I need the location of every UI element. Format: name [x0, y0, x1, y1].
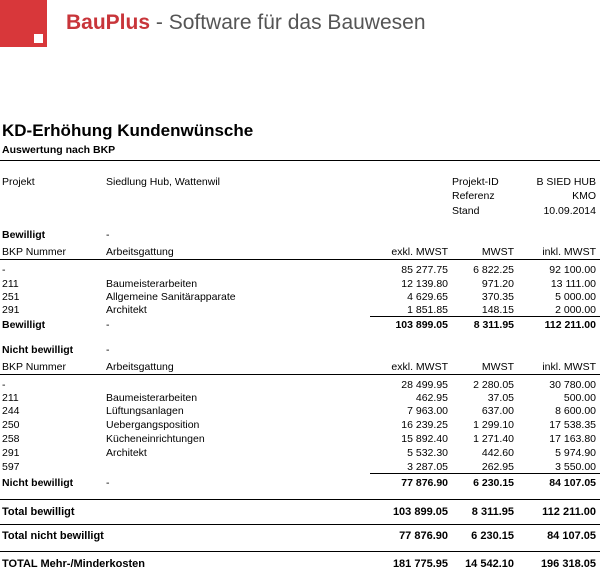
subtotal-label: Nicht bewilligt: [2, 477, 74, 489]
stand-label: Stand: [452, 205, 480, 217]
report-title: KD-Erhöhung Kundenwünsche: [2, 121, 254, 140]
col-header-inkl: inkl. MWST: [542, 361, 596, 373]
col-header-gattung: Arbeitsgattung: [106, 246, 174, 258]
row-bkp: 291: [2, 447, 20, 459]
row-exkl: 16 239.25: [401, 419, 448, 431]
row-inkl: 17 163.80: [549, 433, 596, 445]
row-bkp: 244: [2, 405, 20, 417]
subtotal-mwst: 6 230.15: [473, 477, 514, 489]
subtotal-exkl: 77 876.90: [401, 477, 448, 489]
row-mwst: 262.95: [481, 461, 514, 473]
row-exkl: 4 629.65: [407, 291, 448, 303]
row-exkl: 1 851.85: [407, 304, 448, 316]
row-bkp: 211: [2, 278, 19, 290]
row-exkl: 5 532.30: [407, 447, 448, 459]
header-divider: [0, 374, 600, 375]
row-mwst: 971.20: [481, 278, 514, 290]
summary-exkl: 77 876.90: [399, 530, 448, 542]
bauplus-logo: [0, 0, 47, 47]
row-gattung: Allgemeine Sanitärapparate: [106, 291, 236, 303]
row-exkl: 85 277.75: [401, 264, 448, 276]
summary-inkl: 112 211.00: [542, 506, 596, 518]
row-mwst: 37.05: [487, 392, 514, 404]
grand-total-mwst: 14 542.10: [465, 558, 514, 570]
subtotal-inkl: 112 211.00: [544, 319, 596, 331]
row-gattung: Baumeisterarbeiten: [106, 278, 198, 290]
grand-total-exkl: 181 775.95: [392, 558, 448, 570]
subtotal-divider: [370, 316, 600, 317]
row-bkp: -: [2, 264, 6, 276]
col-header-mwst: MWST: [481, 246, 514, 258]
row-mwst: 442.60: [481, 447, 514, 459]
logo-notch: [34, 34, 43, 43]
row-exkl: 462.95: [415, 392, 448, 404]
subtotal-mwst: 8 311.95: [473, 319, 514, 331]
row-mwst: 2 280.05: [473, 379, 514, 391]
row-bkp: 250: [2, 419, 20, 431]
summary-divider: [0, 499, 600, 500]
grand-total-inkl: 196 318.05: [540, 558, 596, 570]
row-inkl: 8 600.00: [555, 405, 596, 417]
subtotal-dash: -: [106, 477, 110, 489]
project-id-value: B SIED HUB: [536, 176, 596, 188]
row-mwst: 370.35: [481, 291, 514, 303]
subtotal-divider: [370, 473, 600, 474]
row-exkl: 7 963.00: [407, 405, 448, 417]
row-exkl: 28 499.95: [401, 379, 448, 391]
row-exkl: 15 892.40: [401, 433, 448, 445]
row-exkl: 12 139.80: [401, 278, 448, 290]
row-inkl: 30 780.00: [549, 379, 596, 391]
col-header-exkl: exkl. MWST: [391, 361, 448, 373]
row-gattung: Uebergangsposition: [106, 419, 200, 431]
subtotal-inkl: 84 107.05: [549, 477, 596, 489]
section-title-bewilligt: Bewilligt: [2, 229, 46, 241]
row-gattung: Baumeisterarbeiten: [106, 392, 198, 404]
section-title-nicht-bewilligt: Nicht bewilligt: [2, 344, 74, 356]
col-header-bkp: BKP Nummer: [2, 361, 66, 373]
brand-header: [66, 11, 426, 35]
summary-divider: [0, 551, 600, 552]
col-header-inkl: inkl. MWST: [542, 246, 596, 258]
row-gattung: Architekt: [106, 447, 147, 459]
section-dash: -: [106, 344, 110, 356]
row-inkl: 5 000.00: [555, 291, 596, 303]
brand-name: BauPlus: [66, 11, 151, 34]
summary-mwst: 6 230.15: [471, 530, 514, 542]
row-gattung: Architekt: [106, 304, 147, 316]
brand-tagline: - Software für das Bauwesen: [150, 11, 426, 34]
summary-exkl: 103 899.05: [392, 506, 448, 518]
col-header-gattung: Arbeitsgattung: [106, 361, 174, 373]
row-bkp: 597: [2, 461, 20, 473]
row-bkp: -: [2, 379, 6, 391]
project-name: Siedlung Hub, Wattenwil: [106, 176, 221, 188]
reference-value: KMO: [572, 190, 596, 202]
row-gattung: Kücheneinrichtungen: [106, 433, 205, 445]
col-header-mwst: MWST: [481, 361, 514, 373]
row-mwst: 6 822.25: [473, 264, 514, 276]
row-bkp: 258: [2, 433, 20, 445]
subtotal-exkl: 103 899.05: [395, 319, 448, 331]
grand-total-label: TOTAL Mehr-/Minderkosten: [2, 558, 146, 570]
subtotal-label: Bewilligt: [2, 319, 46, 331]
col-header-bkp: BKP Nummer: [2, 246, 66, 258]
section-dash: -: [106, 229, 110, 241]
row-mwst: 1 271.40: [473, 433, 514, 445]
header-divider: [0, 259, 600, 260]
project-id-label: Projekt-ID: [452, 176, 499, 188]
row-inkl: 3 550.00: [555, 461, 596, 473]
row-bkp: 291: [2, 304, 20, 316]
row-inkl: 5 974.90: [555, 447, 596, 459]
row-inkl: 17 538.35: [549, 419, 596, 431]
row-mwst: 148.15: [481, 304, 514, 316]
row-bkp: 211: [2, 392, 19, 404]
summary-label: Total nicht bewilligt: [2, 530, 104, 542]
summary-inkl: 84 107.05: [547, 530, 596, 542]
reference-label: Referenz: [452, 190, 495, 202]
title-divider: [0, 160, 600, 161]
row-inkl: 2 000.00: [555, 304, 596, 316]
subtotal-dash: -: [106, 319, 110, 331]
report-subtitle: Auswertung nach BKP: [2, 144, 116, 156]
stand-value: 10.09.2014: [543, 205, 596, 217]
summary-mwst: 8 311.95: [471, 506, 514, 518]
row-exkl: 3 287.05: [407, 461, 448, 473]
row-inkl: 500.00: [563, 392, 596, 404]
summary-label: Total bewilligt: [2, 506, 75, 518]
row-gattung: Lüftungsanlagen: [106, 405, 184, 417]
row-mwst: 1 299.10: [473, 419, 514, 431]
row-mwst: 637.00: [481, 405, 514, 417]
row-bkp: 251: [2, 291, 20, 303]
row-inkl: 13 111.00: [550, 278, 596, 290]
row-inkl: 92 100.00: [549, 264, 596, 276]
col-header-exkl: exkl. MWST: [391, 246, 448, 258]
project-label: Projekt: [2, 176, 35, 188]
summary-divider: [0, 524, 600, 525]
